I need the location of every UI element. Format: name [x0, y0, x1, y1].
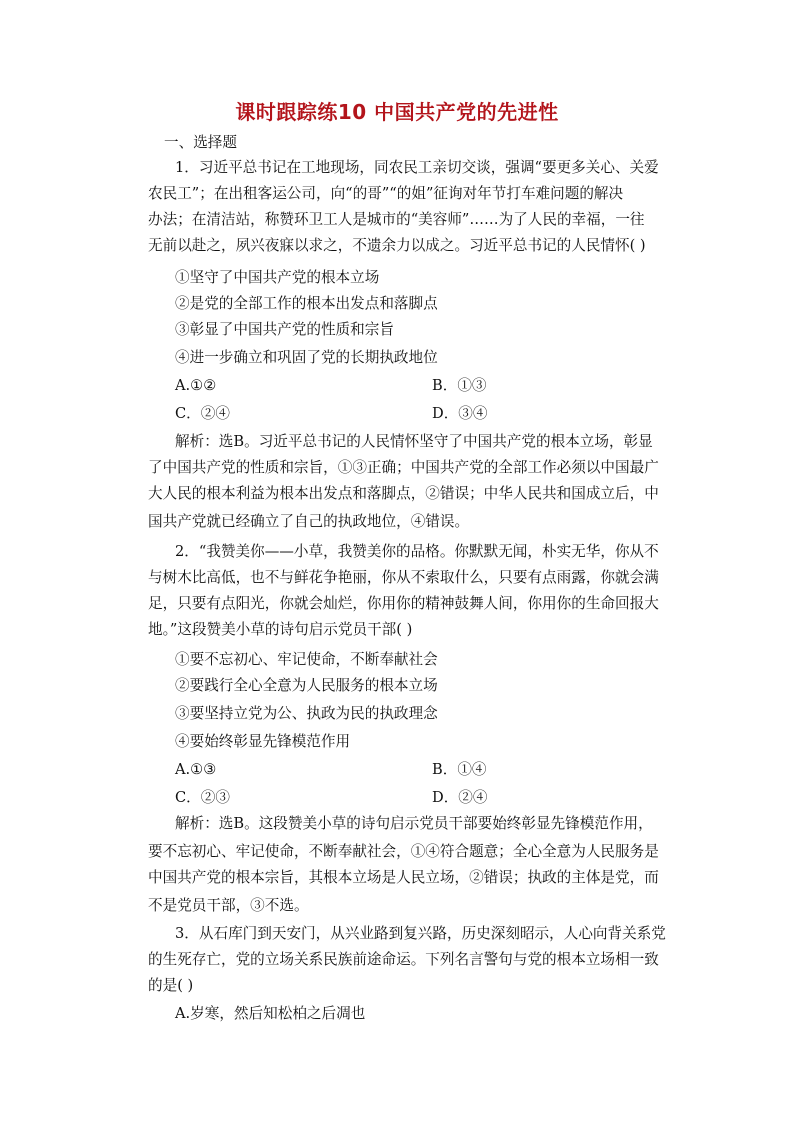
q3-line-3: 的是( )	[148, 977, 194, 994]
q2-item-1: ①要不忘初心、牢记使命，不断奉献社会	[175, 651, 438, 668]
q1-item-2: ②是党的全部工作的根本出发点和落脚点	[175, 295, 438, 312]
q1-line-3: 办法；在清洁站，称赞环卫工人是城市的“美容师”……为了人民的幸福，一往	[148, 211, 645, 228]
q2-option-c: C．②③	[175, 789, 230, 806]
q2-option-b: B．①④	[432, 761, 487, 778]
q1-analysis-3: 大人民的根本利益为根本出发点和落脚点，②错误；中华人民共和国成立后，中	[148, 485, 659, 502]
q3-line-1: 3．从石库门到天安门，从兴业路到复兴路，历史深刻昭示，人心向背关系党	[175, 925, 666, 942]
q3-line-2: 的生死存亡，党的立场关系民族前途命运。下列名言警句与党的根本立场相一致	[148, 951, 659, 968]
q2-item-3: ③要坚持立党为公、执政为民的执政理念	[175, 705, 438, 722]
q1-analysis-1: 解析：选B。习近平总书记的人民情怀坚守了中国共产党的根本立场，彰显	[175, 433, 653, 450]
q1-analysis-4: 国共产党就已经确立了自己的执政地位，④错误。	[148, 513, 470, 530]
q2-analysis-2: 要不忘初心、牢记使命，不断奉献社会，①④符合题意；全心全意为人民服务是	[148, 843, 659, 860]
q2-option-d: D．②④	[432, 789, 488, 806]
q1-item-4: ④进一步确立和巩固了党的长期执政地位	[175, 349, 438, 366]
q2-analysis-4: 不是党员干部，③不选。	[148, 897, 309, 914]
page-title: 课时跟踪练10 中国共产党的先进性	[235, 100, 559, 124]
q2-item-2: ②要践行全心全意为人民服务的根本立场	[175, 677, 438, 694]
q2-analysis-3: 中国共产党的根本宗旨，其根本立场是人民立场，②错误；执政的主体是党，而	[148, 869, 659, 886]
q1-item-1: ①坚守了中国共产党的根本立场	[175, 269, 380, 286]
q1-option-b: B．①③	[432, 377, 487, 394]
q2-analysis-1: 解析：选B。这段赞美小草的诗句启示党员干部要始终彰显先锋模范作用，	[175, 815, 653, 832]
q2-line-3: 足，只要有点阳光，你就会灿烂，你用你的精神鼓舞人间，你用你的生命回报大	[148, 595, 659, 612]
q1-option-a: A.①②	[175, 377, 217, 394]
q2-line-1: 2．“我赞美你——小草，我赞美你的品格。你默默无闻，朴实无华，你从不	[175, 543, 659, 560]
q2-line-2: 与树木比高低，也不与鲜花争艳丽，你从不索取什么，只要有点雨露，你就会满	[148, 569, 659, 586]
q1-option-c: C．②④	[175, 405, 230, 422]
q2-option-a: A.①③	[175, 761, 217, 778]
q1-analysis-2: 了中国共产党的性质和宗旨，①③正确；中国共产党的全部工作必须以中国最广	[148, 459, 659, 476]
q2-item-4: ④要始终彰显先锋模范作用	[175, 733, 351, 750]
q3-option-a: A.岁寒，然后知松柏之后凋也	[175, 1005, 366, 1022]
q1-item-3: ③彰显了中国共产党的性质和宗旨	[175, 321, 394, 338]
q1-line-4: 无前以赴之，夙兴夜寐以求之，不遗余力以成之。习近平总书记的人民情怀( )	[148, 237, 646, 254]
q1-line-2: 农民工”；在出租客运公司，向“的哥”“的姐”征询对年节打车难问题的解决	[148, 185, 624, 202]
q1-option-d: D．③④	[432, 405, 488, 422]
section-heading: 一、选择题	[164, 134, 237, 151]
q1-line-1: 1．习近平总书记在工地现场，同农民工亲切交谈，强调“要更多关心、关爱	[175, 159, 659, 176]
q2-line-4: 地。”这段赞美小草的诗句启示党员干部( )	[148, 621, 413, 638]
